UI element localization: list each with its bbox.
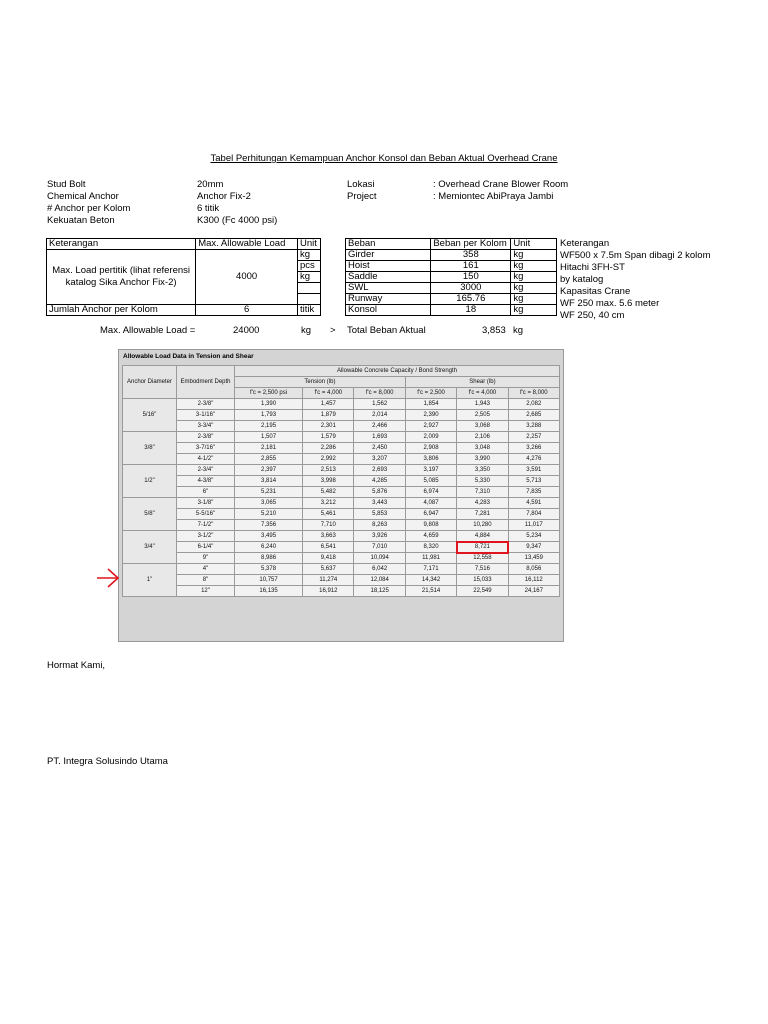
load-value-cell: 24,167 xyxy=(508,586,559,597)
load-row xyxy=(123,509,560,520)
beban-name: Hoist xyxy=(346,261,431,272)
load-value-cell: 12,084 xyxy=(354,575,405,586)
load-value-cell: 2,466 xyxy=(354,421,405,432)
load-value-cell: 3,065 xyxy=(235,498,303,509)
load-value-cell: 4,884 xyxy=(457,531,508,542)
load-row xyxy=(123,476,560,487)
info-value: : Overhead Crane Blower Room xyxy=(433,179,569,190)
header-unit: Unit xyxy=(511,239,557,250)
beban-unit: kg xyxy=(511,294,557,305)
load-value-cell: 3,207 xyxy=(354,454,405,465)
info-label: Project xyxy=(347,191,377,202)
info-label: Kekuatan Beton xyxy=(47,215,115,226)
anchor-diameter-cell: 5/16" xyxy=(123,399,177,432)
load-value-cell: 12,558 xyxy=(457,553,508,564)
load-value-cell: 5,330 xyxy=(457,476,508,487)
load-value-cell: 2,450 xyxy=(354,443,405,454)
beban-note: WF500 x 7.5m Span dibagi 2 kolom xyxy=(560,250,711,261)
load-value-cell: 8,263 xyxy=(354,520,405,531)
load-value-cell: 7,835 xyxy=(508,487,559,498)
header-max-load: Max. Allowable Load xyxy=(196,239,298,250)
beban-row xyxy=(346,305,557,316)
load-value-cell: 3,990 xyxy=(457,454,508,465)
col-sub: f'c = 4,000 xyxy=(303,388,354,399)
load-value-cell: 3,806 xyxy=(405,454,456,465)
info-label: Lokasi xyxy=(347,179,375,190)
load-value-cell: 6,947 xyxy=(405,509,456,520)
load-value-cell: 2,908 xyxy=(405,443,456,454)
beban-row xyxy=(346,283,557,294)
load-value-cell: 1,457 xyxy=(303,399,354,410)
load-value-cell: 3,926 xyxy=(354,531,405,542)
header-keterangan: Keterangan xyxy=(560,238,610,249)
load-row xyxy=(123,575,560,586)
load-value-cell: 2,106 xyxy=(457,432,508,443)
load-value-cell: 16,112 xyxy=(508,575,559,586)
load-value-cell: 16,135 xyxy=(235,586,303,597)
closing-text: Hormat Kami, xyxy=(47,660,106,671)
load-value-cell: 5,085 xyxy=(405,476,456,487)
load-value-cell: 2,181 xyxy=(235,443,303,454)
load-value-cell: 4,285 xyxy=(354,476,405,487)
load-value-cell: 10,280 xyxy=(457,520,508,531)
load-value-cell: 2,992 xyxy=(303,454,354,465)
embedment-depth-cell: 3-3/4" xyxy=(177,421,235,432)
load-value-cell: 1,579 xyxy=(303,432,354,443)
load-value-cell: 2,257 xyxy=(508,432,559,443)
load-value-cell: 2,855 xyxy=(235,454,303,465)
embedment-depth-cell: 3-1/2" xyxy=(177,531,235,542)
load-value-cell: 9,808 xyxy=(405,520,456,531)
anchor-diameter-cell: 3/8" xyxy=(123,432,177,465)
beban-name: Runway xyxy=(346,294,431,305)
load-value-cell: 22,549 xyxy=(457,586,508,597)
load-value-cell: 2,301 xyxy=(303,421,354,432)
col-shear: Shear (lb) xyxy=(405,377,559,388)
info-label: Stud Bolt xyxy=(47,179,86,190)
jumlah-label: Jumlah Anchor per Kolom xyxy=(47,305,196,316)
load-row xyxy=(123,487,560,498)
beban-table xyxy=(345,238,557,316)
embedment-depth-cell: 9" xyxy=(177,553,235,564)
page-title: Tabel Perhitungan Kemampuan Anchor Konsol dan Beban Aktual Overhead Crane xyxy=(210,153,558,164)
company-name: PT. Integra Solusindo Utama xyxy=(47,756,168,767)
load-value-cell: 1,693 xyxy=(354,432,405,443)
load-table-heading: Allowable Load Data in Tension and Shear xyxy=(123,353,254,360)
embedment-depth-cell: 4-3/8" xyxy=(177,476,235,487)
load-value-cell: 3,068 xyxy=(457,421,508,432)
load-value-cell: 4,283 xyxy=(457,498,508,509)
max-allowable-label: Max. Allowable Load = xyxy=(100,325,196,336)
load-value-cell: 7,356 xyxy=(235,520,303,531)
beban-name: Girder xyxy=(346,250,431,261)
load-value-cell: 13,459 xyxy=(508,553,559,564)
load-value-cell: 2,397 xyxy=(235,465,303,476)
load-value-cell: 1,390 xyxy=(235,399,303,410)
load-row xyxy=(123,465,560,476)
total-beban-unit: kg xyxy=(513,325,524,336)
load-value-cell: 8,056 xyxy=(508,564,559,575)
load-value-cell: 1,793 xyxy=(235,410,303,421)
load-value-cell: 3,197 xyxy=(405,465,456,476)
load-row xyxy=(123,443,560,454)
embedment-depth-cell: 8" xyxy=(177,575,235,586)
embedment-depth-cell: 3-1/16" xyxy=(177,410,235,421)
load-value-cell: 1,943 xyxy=(457,399,508,410)
col-embedment-depth: Embodment Depth xyxy=(177,366,235,399)
beban-unit: kg xyxy=(511,305,557,316)
anchor-diameter-cell: 3/4" xyxy=(123,531,177,564)
beban-note: Hitachi 3FH-ST xyxy=(560,262,625,273)
col-sub: f'c = 8,000 xyxy=(354,388,405,399)
load-row xyxy=(123,542,560,553)
load-value-cell: 16,912 xyxy=(303,586,354,597)
load-value-cell: 6,042 xyxy=(354,564,405,575)
load-value-cell: 2,693 xyxy=(354,465,405,476)
info-value: : Memiontec AbiPraya Jambi xyxy=(433,191,554,202)
header-beban: Beban xyxy=(346,239,431,250)
load-value-cell: 6,240 xyxy=(235,542,303,553)
load-row xyxy=(123,432,560,443)
embedment-depth-cell: 3-1/8" xyxy=(177,498,235,509)
beban-name: SWL xyxy=(346,283,431,294)
info-label: Chemical Anchor xyxy=(47,191,119,202)
beban-row xyxy=(346,250,557,261)
unit-cell: pcs xyxy=(298,261,321,272)
beban-value: 3000 xyxy=(431,283,511,294)
load-value-cell: 2,286 xyxy=(303,443,354,454)
load-value-cell: 5,853 xyxy=(354,509,405,520)
beban-note: WF 250 max. 5.6 meter xyxy=(560,298,660,309)
load-value-cell: 2,390 xyxy=(405,410,456,421)
load-value-cell: 18,125 xyxy=(354,586,405,597)
col-sub: f'c = 2,500 xyxy=(405,388,456,399)
load-value-cell: 5,210 xyxy=(235,509,303,520)
load-value-cell: 4,591 xyxy=(508,498,559,509)
col-sub: f'c = 2,500 psi xyxy=(235,388,303,399)
load-value-cell: 3,266 xyxy=(508,443,559,454)
embedment-depth-cell: 5-5/16" xyxy=(177,509,235,520)
load-description: Max. Load pertitik (lihat referensi katalog Sika Anchor Fix-2) xyxy=(47,250,196,305)
total-beban-value: 3,853 xyxy=(482,325,506,336)
load-value-cell: 15,033 xyxy=(457,575,508,586)
load-value-cell: 5,482 xyxy=(303,487,354,498)
info-value: Anchor Fix-2 xyxy=(197,191,251,202)
load-value-cell: 3,591 xyxy=(508,465,559,476)
load-value-cell: 8,986 xyxy=(235,553,303,564)
info-value: 20mm xyxy=(197,179,224,190)
load-row xyxy=(123,553,560,564)
load-value-cell: 11,274 xyxy=(303,575,354,586)
load-value-cell: 4,087 xyxy=(405,498,456,509)
load-value-cell: 3,212 xyxy=(303,498,354,509)
load-value-cell: 7,010 xyxy=(354,542,405,553)
beban-value: 161 xyxy=(431,261,511,272)
load-value-cell: 4,659 xyxy=(405,531,456,542)
load-value-cell: 11,981 xyxy=(405,553,456,564)
anchor-diameter-cell: 1/2" xyxy=(123,465,177,498)
load-value-cell: 10,094 xyxy=(354,553,405,564)
beban-value: 358 xyxy=(431,250,511,261)
load-value-cell: 2,505 xyxy=(457,410,508,421)
highlighted-load-cell: 8,721 xyxy=(457,542,508,553)
load-value-cell: 7,516 xyxy=(457,564,508,575)
load-row xyxy=(123,498,560,509)
info-value: K300 (Fc 4000 psi) xyxy=(197,215,278,226)
load-value-cell: 5,231 xyxy=(235,487,303,498)
load-value-cell: 5,461 xyxy=(303,509,354,520)
load-value-cell: 1,854 xyxy=(405,399,456,410)
col-capacity: Allowable Concrete Capacity / Bond Strength xyxy=(235,366,560,377)
load-row xyxy=(123,410,560,421)
load-row xyxy=(123,454,560,465)
beban-value: 18 xyxy=(431,305,511,316)
load-value-cell: 2,014 xyxy=(354,410,405,421)
load-value-cell: 3,350 xyxy=(457,465,508,476)
capacity-table xyxy=(46,238,321,316)
beban-row xyxy=(346,272,557,283)
load-value-cell: 5,713 xyxy=(508,476,559,487)
beban-note: Kapasitas Crane xyxy=(560,286,631,297)
load-value-cell: 2,082 xyxy=(508,399,559,410)
load-value-cell: 2,195 xyxy=(235,421,303,432)
embedment-depth-cell: 12" xyxy=(177,586,235,597)
embedment-depth-cell: 3-7/16" xyxy=(177,443,235,454)
embedment-depth-cell: 4" xyxy=(177,564,235,575)
load-value-cell: 5,234 xyxy=(508,531,559,542)
beban-name: Saddle xyxy=(346,272,431,283)
unit-cell: kg xyxy=(298,272,321,283)
beban-row xyxy=(346,294,557,305)
load-value-cell: 2,685 xyxy=(508,410,559,421)
embedment-depth-cell: 7-1/2" xyxy=(177,520,235,531)
load-value-cell: 9,347 xyxy=(508,542,559,553)
load-value-cell: 7,171 xyxy=(405,564,456,575)
beban-unit: kg xyxy=(511,261,557,272)
load-row xyxy=(123,564,560,575)
load-value-cell: 2,009 xyxy=(405,432,456,443)
beban-unit: kg xyxy=(511,250,557,261)
unit-cell xyxy=(298,294,321,305)
beban-note: WF 250, 40 cm xyxy=(560,310,625,321)
load-row xyxy=(123,520,560,531)
total-beban-label: Total Beban Aktual xyxy=(347,325,426,336)
load-value: 4000 xyxy=(196,250,298,305)
embedment-depth-cell: 2-3/8" xyxy=(177,399,235,410)
beban-row xyxy=(346,261,557,272)
load-value-cell: 2,927 xyxy=(405,421,456,432)
embedment-depth-cell: 6-1/4" xyxy=(177,542,235,553)
load-value-cell: 21,514 xyxy=(405,586,456,597)
load-value-cell: 3,443 xyxy=(354,498,405,509)
beban-value: 165.76 xyxy=(431,294,511,305)
load-value-cell: 7,804 xyxy=(508,509,559,520)
jumlah-value: 6 xyxy=(196,305,298,316)
load-value-cell: 3,814 xyxy=(235,476,303,487)
load-value-cell: 3,048 xyxy=(457,443,508,454)
load-value-cell: 1,562 xyxy=(354,399,405,410)
load-value-cell: 3,495 xyxy=(235,531,303,542)
load-value-cell: 11,017 xyxy=(508,520,559,531)
col-sub: f'c = 8,000 xyxy=(508,388,559,399)
beban-note: by katalog xyxy=(560,274,604,285)
beban-name: Konsol xyxy=(346,305,431,316)
info-value: 6 titik xyxy=(197,203,220,214)
load-value-cell: 1,879 xyxy=(303,410,354,421)
load-row xyxy=(123,399,560,410)
col-tension: Tension (lb) xyxy=(235,377,406,388)
load-value-cell: 4,276 xyxy=(508,454,559,465)
embedment-depth-cell: 4-1/2" xyxy=(177,454,235,465)
load-value-cell: 5,637 xyxy=(303,564,354,575)
load-value-cell: 6,974 xyxy=(405,487,456,498)
load-value-cell: 10,757 xyxy=(235,575,303,586)
load-value-cell: 5,378 xyxy=(235,564,303,575)
jumlah-unit: titik xyxy=(298,305,321,316)
load-value-cell: 3,288 xyxy=(508,421,559,432)
allowable-load-table xyxy=(118,349,564,642)
beban-unit: kg xyxy=(511,272,557,283)
unit-cell: kg xyxy=(298,250,321,261)
load-value-cell: 14,342 xyxy=(405,575,456,586)
load-value-cell: 3,998 xyxy=(303,476,354,487)
beban-unit: kg xyxy=(511,283,557,294)
load-value-cell: 6,541 xyxy=(303,542,354,553)
load-value-cell: 2,513 xyxy=(303,465,354,476)
header-keterangan: Keterangan xyxy=(47,239,196,250)
header-unit: Unit xyxy=(298,239,321,250)
red-arrow-icon xyxy=(96,567,120,589)
compare-sign: > xyxy=(330,325,336,336)
anchor-diameter-cell: 5/8" xyxy=(123,498,177,531)
embedment-depth-cell: 2-3/8" xyxy=(177,432,235,443)
load-value-cell: 7,281 xyxy=(457,509,508,520)
col-anchor-diameter: Anchor Diameter xyxy=(123,366,177,399)
embedment-depth-cell: 6" xyxy=(177,487,235,498)
load-value-cell: 1,507 xyxy=(235,432,303,443)
info-label: # Anchor per Kolom xyxy=(47,203,131,214)
anchor-diameter-cell: 1" xyxy=(123,564,177,597)
max-allowable-value: 24000 xyxy=(233,325,260,336)
load-value-cell: 7,710 xyxy=(303,520,354,531)
embedment-depth-cell: 2-3/4" xyxy=(177,465,235,476)
col-sub: f'c = 4,000 xyxy=(457,388,508,399)
load-value-cell: 7,310 xyxy=(457,487,508,498)
unit-cell xyxy=(298,283,321,294)
load-value-cell: 9,418 xyxy=(303,553,354,564)
header-beban-per-kolom: Beban per Kolom xyxy=(431,239,511,250)
load-data-grid xyxy=(122,365,560,597)
load-row xyxy=(123,531,560,542)
load-value-cell: 3,663 xyxy=(303,531,354,542)
load-row xyxy=(123,586,560,597)
load-row xyxy=(123,421,560,432)
load-value-cell: 5,876 xyxy=(354,487,405,498)
load-value-cell: 8,320 xyxy=(405,542,456,553)
max-allowable-unit: kg xyxy=(301,325,312,336)
beban-value: 150 xyxy=(431,272,511,283)
